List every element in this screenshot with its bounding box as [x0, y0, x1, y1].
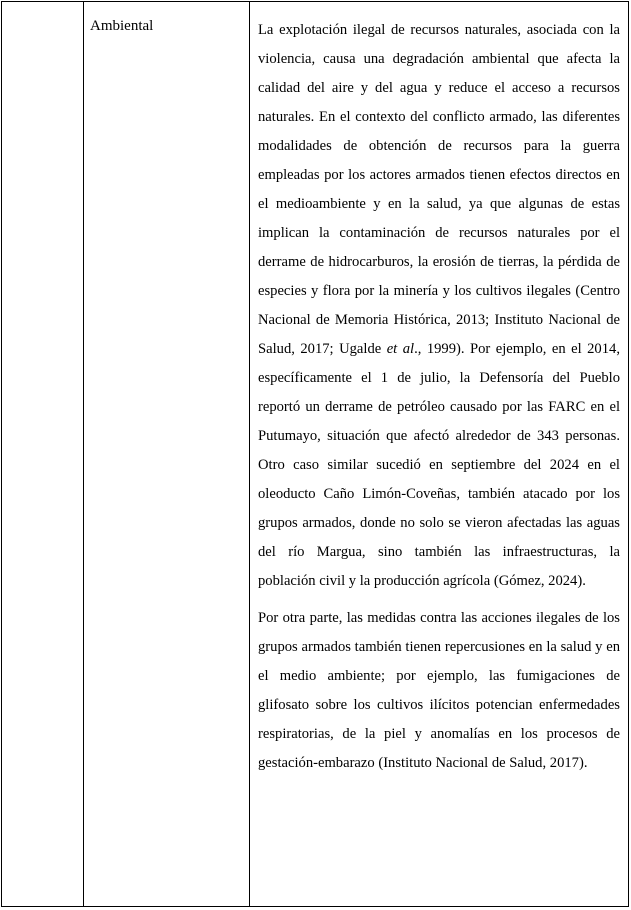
- paragraph-1-part-b: ., 1999). Por ejemplo, en el 2014, específicamente el 1 de julio, la Defensoría del Pueblo reportó un derrame de petróleo causado por las FARC en el Putumayo, situación que afectó alrededor de 343 personas. Otro caso similar sucedió en septiembre del 2024 en el oleoducto Caño Limón-Coveñas, también atacado por los grupos armados, donde no solo se vieron afectadas las aguas del río Margua, sino también las infraestructuras, la población civil y la producción agrícola (Gómez, 2024).: [258, 341, 620, 589]
- table-cell-empty: [2, 2, 84, 907]
- table-cell-description: [250, 2, 629, 907]
- table-row: [2, 2, 629, 907]
- table-cell-category: [84, 2, 250, 907]
- paragraph-1: [258, 16, 620, 596]
- document-table: [1, 1, 629, 907]
- paragraph-2: Por otra parte, las medidas contra las acciones ilegales de los grupos armados también tienen repercusiones en la salud y en el medio ambiente; por ejemplo, las fumigaciones de glifosato sobre los cultivos ilícitos potencian enfermedades respiratorias, de la piel y anomalías en los procesos de gestación-embarazo (Instituto Nacional de Salud, 2017).: [258, 610, 620, 771]
- paragraph-1-italic: et al: [386, 341, 415, 357]
- paragraph-1-part-a: La explotación ilegal de recursos naturales, asociada con la violencia, causa una degradación ambiental que afecta la calidad del aire y del agua y reduce el acceso a recursos naturales. En el contexto del conflicto armado, las diferentes modalidades de obtención de recursos para la guerra empleadas por los actores armados tienen efectos directos en el medioambiente y en la salud, ya que algunas de estas implican la contaminación de recursos naturales por el derrame de hidrocarburos, la erosión de tierras, la pérdida de especies y flora por la minería y los cultivos ilegales (Centro Nacional de Memoria Histórica, 2013; Instituto Nacional de Salud, 2017; Ugalde: [258, 22, 620, 357]
- description-text: [250, 2, 628, 778]
- category-label: Ambiental: [90, 18, 154, 34]
